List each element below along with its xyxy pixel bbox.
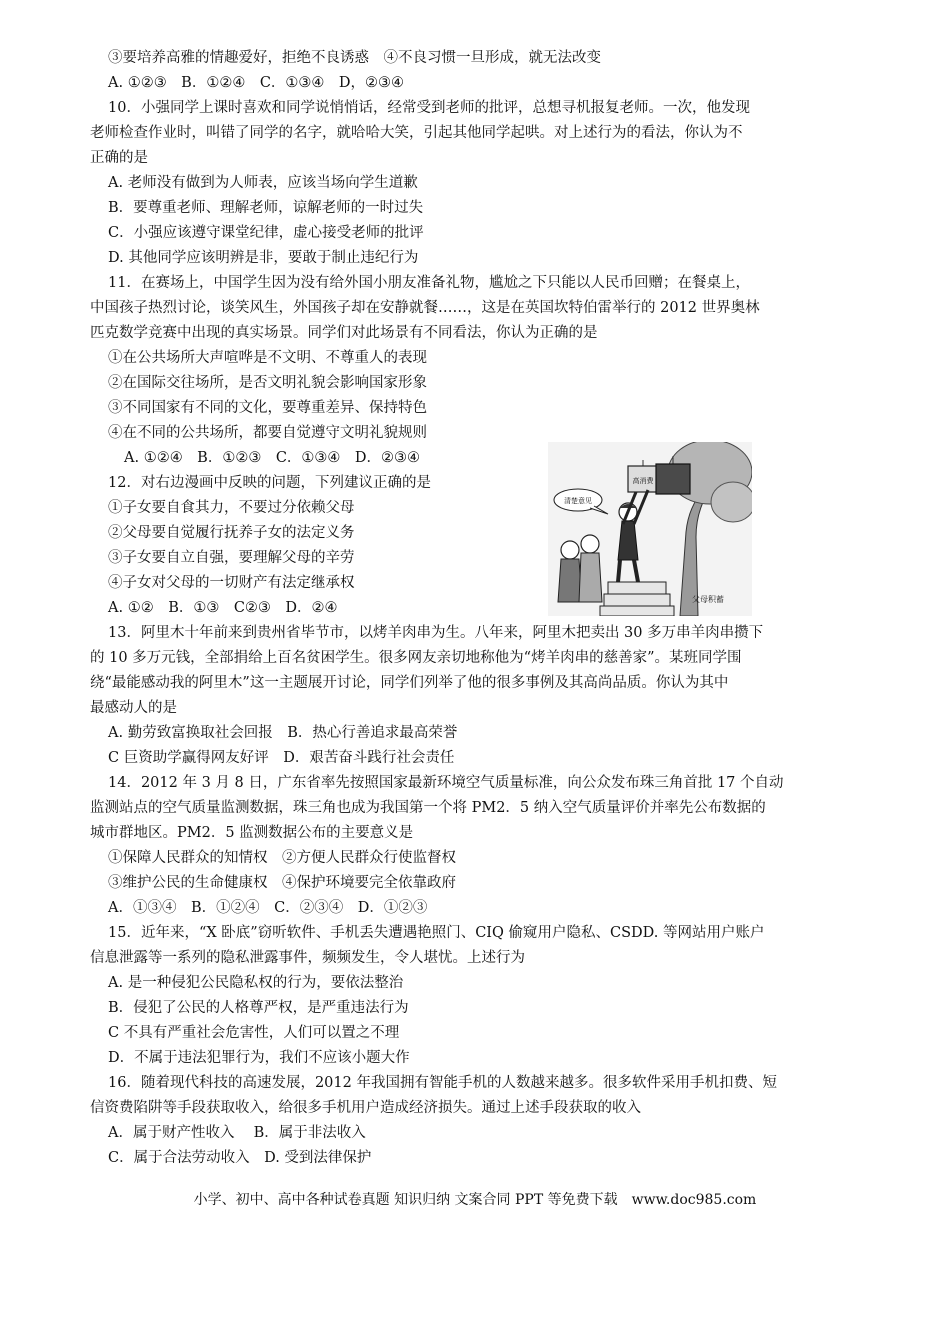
q12-answer-choices: A. ①② B．①③ C②③ D．②④ — [108, 600, 338, 616]
q11-stem-line-1: 11．在赛场上，中国学生因为没有给外国小朋友准备礼物，尴尬之下只能以人民币回赠；在餐桌上， — [108, 275, 750, 291]
q10-stem-line-3: 正确的是 — [90, 150, 148, 166]
q13-options-cd: C 巨资助学赢得网友好评 D．艰苦奋斗践行社会责任 — [108, 750, 455, 766]
cartoon-drawing — [548, 442, 752, 616]
q13-stem-line-4: 最感动人的是 — [90, 700, 177, 716]
q15-stem-line-1: 15．近年来，“X 卧底”窃听软件、手机丢失遭遇艳照门、CIQ 偷窥用户隐私、CSDD. 等网站用户账户 — [108, 925, 765, 941]
q15-option-b: B．侵犯了公民的人格尊严权，是严重违法行为 — [108, 1000, 409, 1016]
q9-answer-choices: A. ①②③ B．①②④ C．①③④ D，②③④ — [108, 75, 405, 91]
q14-answer-choices: A．①③④ B．①②④ C．②③④ D．①②③ — [108, 900, 428, 916]
q14-statements-34: ③维护公民的生命健康权 ④保护环境要完全依靠政府 — [108, 875, 456, 891]
q12-stem: 12．对右边漫画中反映的问题，下列建议正确的是 — [108, 475, 431, 491]
q13-stem-line-3: 绕“最能感动我的阿里木”这一主题展开讨论，同学们列举了他的很多事例及其高尚品质。你认为其中 — [90, 675, 729, 691]
q14-stem-line-3: 城市群地区。PM2．5 监测数据公布的主要意义是 — [90, 825, 414, 841]
q14-stem-line-1: 14．2012 年 3 月 8 日，广东省率先按照国家最新环境空气质量标准，向公众发布珠三角首批 17 个自动 — [108, 775, 784, 791]
cartoon-base-label: 父母积蓄 — [692, 595, 724, 604]
page-footer: 小学、初中、高中各种试卷真题 知识归纳 文案合同 PPT 等免费下载 www.doc985.com — [193, 1192, 757, 1208]
q11-statement-1: ①在公共场所大声喧哗是不文明、不尊重人的表现 — [108, 350, 427, 366]
q12-statement-1: ①子女要自食其力，不要过分依赖父母 — [108, 500, 355, 516]
q11-answer-choices: A. ①②④ B．①②③ C．①③④ D．②③④ — [124, 450, 421, 466]
q13-options-ab: A. 勤劳致富换取社会回报 B．热心行善追求最高荣誉 — [108, 725, 458, 741]
q14-statements-12: ①保障人民群众的知情权 ②方便人民群众行使监督权 — [108, 850, 456, 866]
q11-statement-3: ③不同国家有不同的文化，要尊重差异、保持特色 — [108, 400, 427, 416]
q10-option-b: B．要尊重老师、理解老师，谅解老师的一时过失 — [108, 200, 424, 216]
q13-stem-line-1: 13．阿里木十年前来到贵州省毕节市，以烤羊肉串为生。八年来，阿里木把卖出 30 多万串羊肉串攒下 — [108, 625, 764, 641]
q15-option-a: A. 是一种侵犯公民隐私权的行为，要依法整治 — [108, 975, 404, 991]
q14-stem-line-2: 监测站点的空气质量监测数据，珠三角也成为我国第一个将 PM2．5 纳入空气质量评价并率先公布数据的 — [90, 800, 766, 816]
q16-options-ab: A．属于财产性收入 B．属于非法收入 — [108, 1125, 366, 1141]
q15-option-c: C 不具有严重社会危害性，人们可以置之不理 — [108, 1025, 400, 1041]
q16-options-cd: C．属于合法劳动收入 D. 受到法律保护 — [108, 1150, 372, 1166]
q16-stem-line-1: 16．随着现代科技的高速发展，2012 年我国拥有智能手机的人数越来越多。很多软件采用手机扣费、短 — [108, 1075, 777, 1091]
q10-option-a: A. 老师没有做到为人师表，应该当场向学生道歉 — [108, 175, 418, 191]
q11-statement-4: ④在不同的公共场所，都要自觉遵守文明礼貌规则 — [108, 425, 427, 441]
q12-statement-4: ④子女对父母的一切财产有法定继承权 — [108, 575, 355, 591]
q11-statement-2: ②在国际交往场所，是否文明礼貌会影响国家形象 — [108, 375, 427, 391]
q11-stem-line-3: 匹克数学竞赛中出现的真实场景。同学们对此场景有不同看法，你认为正确的是 — [90, 325, 598, 341]
q16-stem-line-2: 信资费陷阱等手段获取收入，给很多手机用户造成经济损失。通过上述手段获取的收入 — [90, 1100, 641, 1116]
q9-option-line: ③要培养高雅的情趣爱好，拒绝不良诱惑 ④不良习惯一旦形成，就无法改变 — [108, 50, 601, 66]
q12-cartoon-illustration — [548, 442, 752, 616]
q10-option-c: C．小强应该遵守课堂纪律，虚心接受老师的批评 — [108, 225, 424, 241]
q10-stem-line-1: 10．小强同学上课时喜欢和同学说悄悄话，经常受到老师的批评，总想寻机报复老师。一次，他发现 — [108, 100, 750, 116]
q12-statement-3: ③子女要自立自强，要理解父母的辛劳 — [108, 550, 355, 566]
cartoon-box-label-1: 高消费 — [632, 477, 654, 485]
q15-stem-line-2: 信息泄露等一系列的隐私泄露事件，频频发生，令人堪忧。上述行为 — [90, 950, 525, 966]
q10-stem-line-2: 老师检查作业时，叫错了同学的名字，就哈哈大笑，引起其他同学起哄。对上述行为的看法，你认为不 — [90, 125, 743, 141]
q15-option-d: D．不属于违法犯罪行为，我们不应该小题大作 — [108, 1050, 410, 1066]
q11-stem-line-2: 中国孩子热烈讨论，谈笑风生，外国孩子却在安静就餐……，这是在英国坎特伯雷举行的 2012 世界奥林 — [90, 300, 760, 316]
cartoon-speech-text: 清楚意见 — [564, 497, 592, 505]
q13-stem-line-2: 的 10 多万元钱，全部捐给上百名贫困学生。很多网友亲切地称他为“烤羊肉串的慈善家”。某班同学围 — [90, 650, 742, 666]
q12-statement-2: ②父母要自觉履行抚养子女的法定义务 — [108, 525, 355, 541]
q10-option-d: D. 其他同学应该明辨是非，要敢于制止违纪行为 — [108, 250, 419, 266]
